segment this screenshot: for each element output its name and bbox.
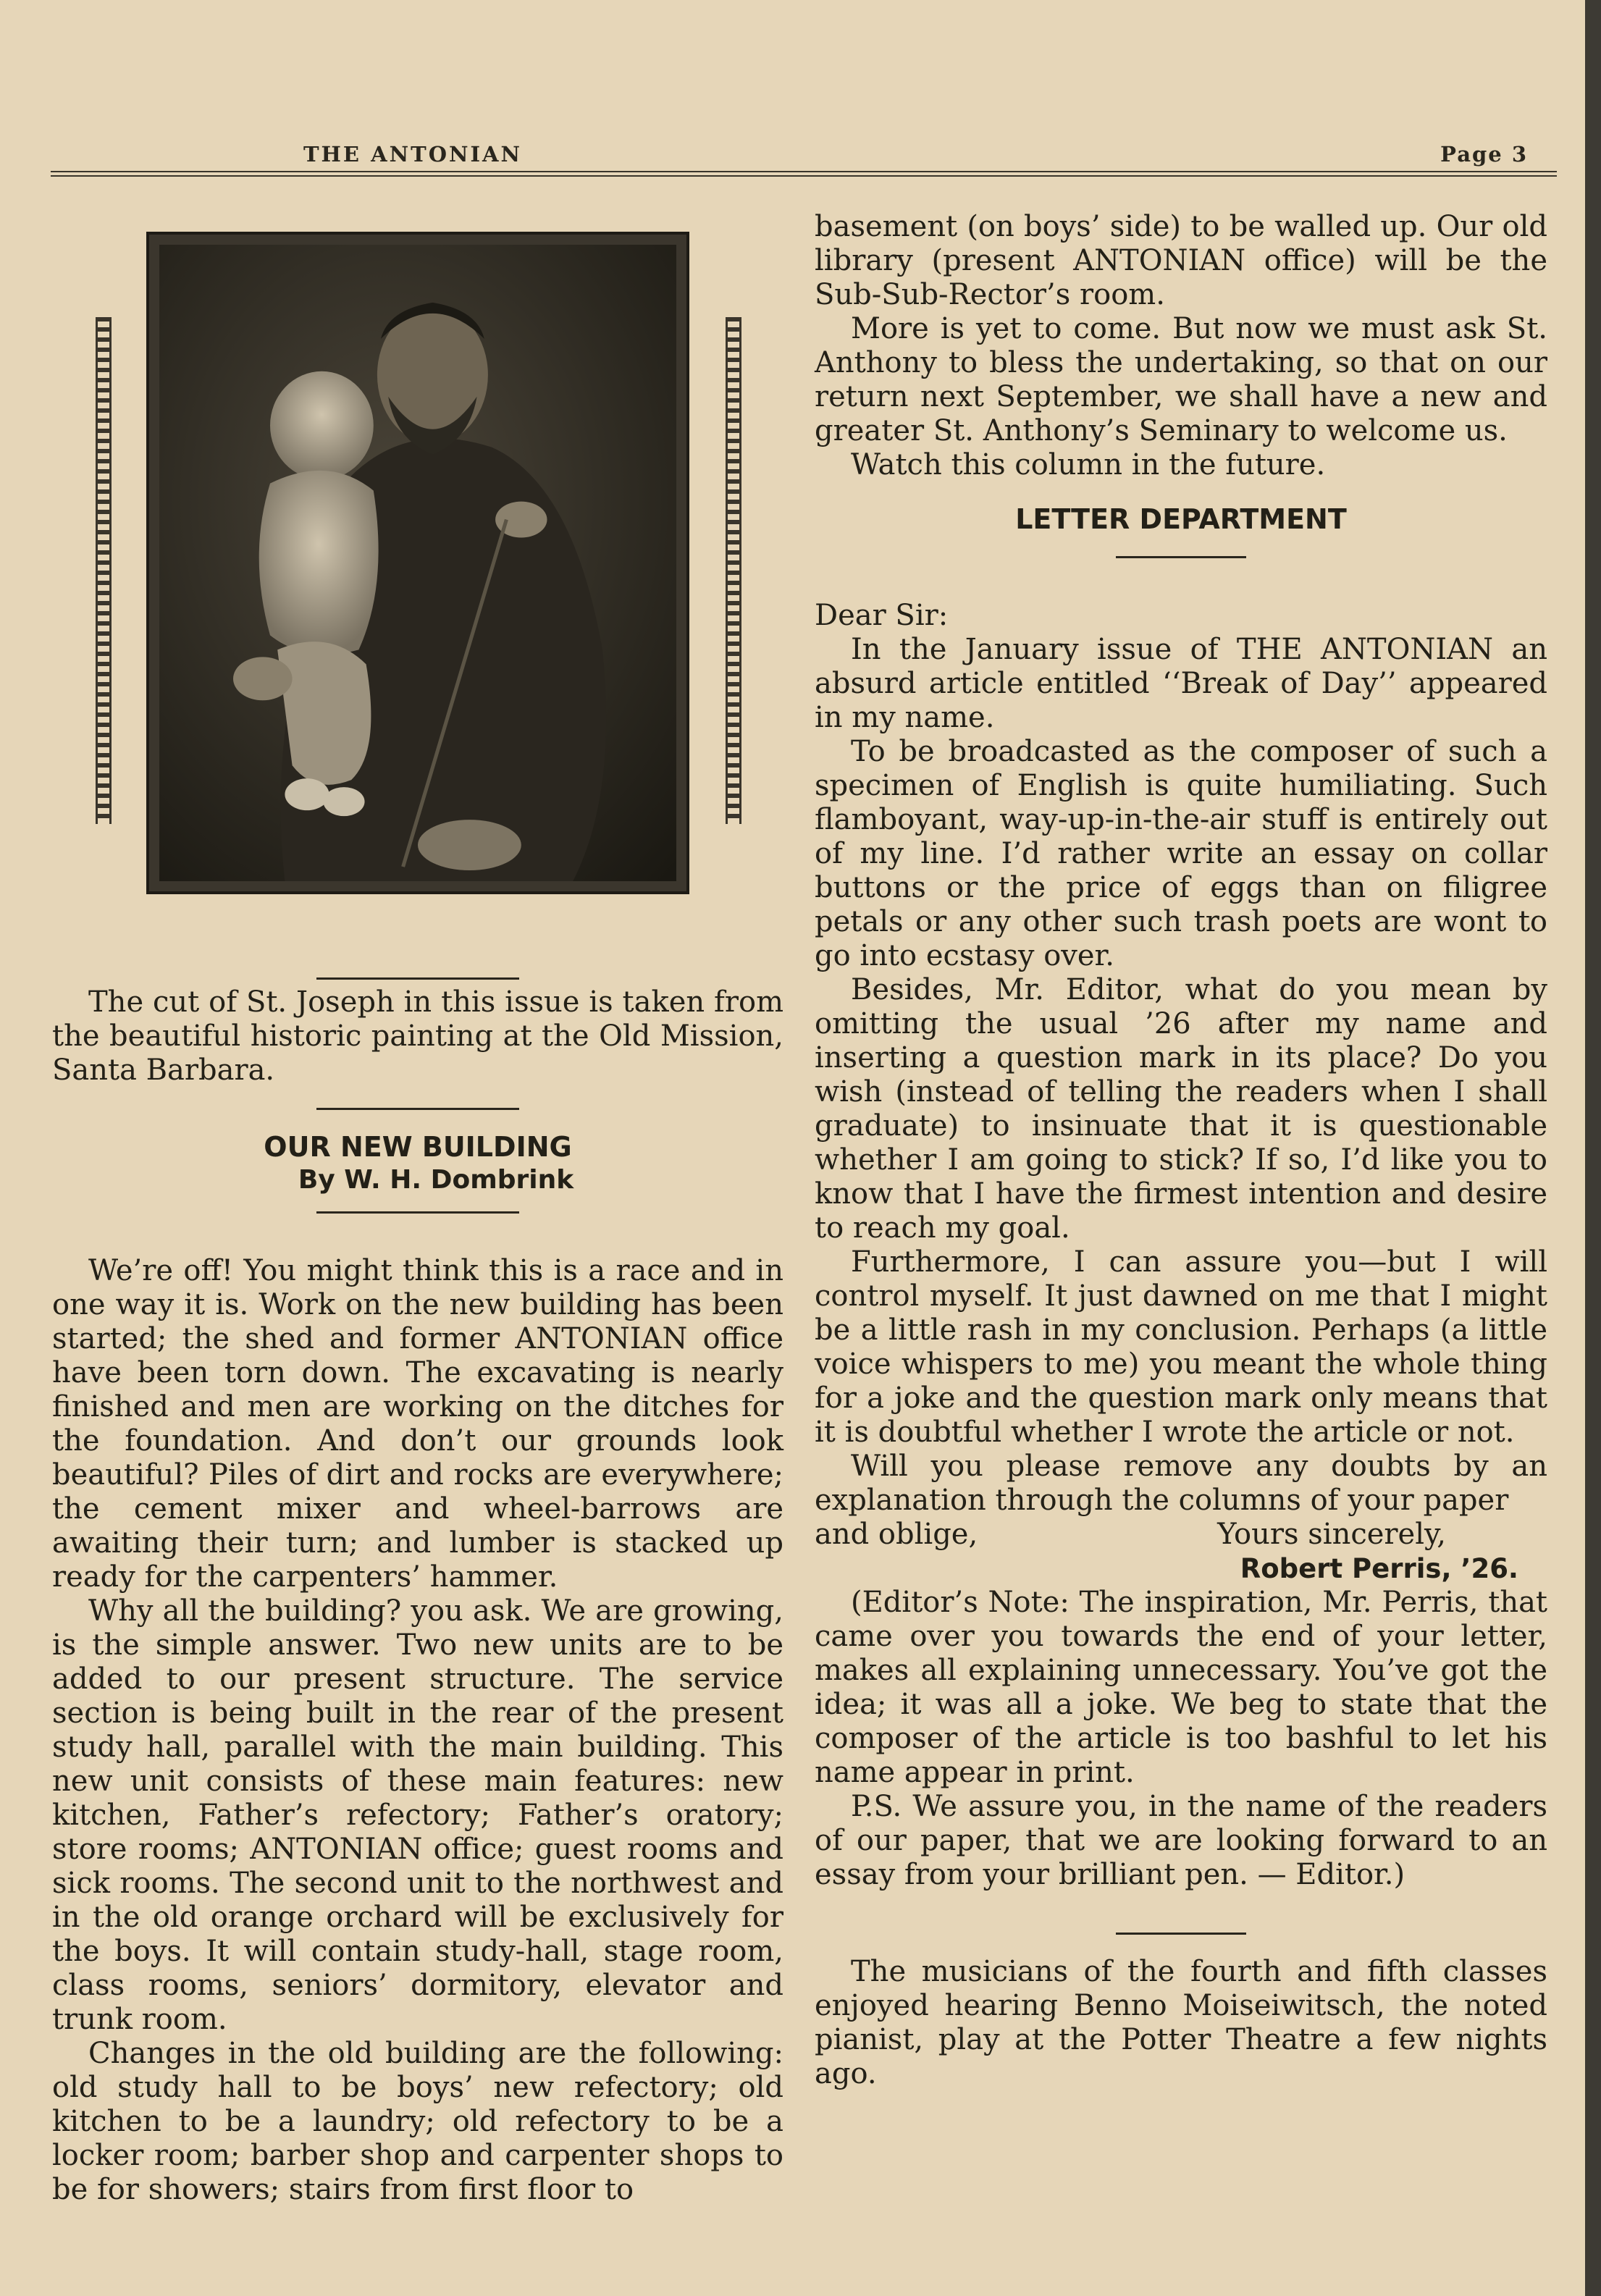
letter-title: LETTER DEPARTMENT bbox=[1015, 503, 1347, 535]
letter-paragraph: To be broadcasted as the composer of such a specimen of English is quite humiliating. Such flamboyant, way-up-in-the-air stuff is entirely out of my line. I’d rather write an essay on collar buttons or the price of eggs than on filigree petals or any other such trash poets are wont to go into ecstasy over. bbox=[815, 735, 1547, 972]
note-paragraph: The musicians of the fourth and fifth classes enjoyed hearing Benno Moiseiwitsch, the noted pianist, play at the Potter Theatre a few nights ago. bbox=[815, 1955, 1547, 2090]
letter-closing bbox=[815, 1518, 1547, 1552]
page-edge bbox=[1585, 0, 1601, 2296]
article-paragraph: Watch this column in the future. bbox=[851, 448, 1326, 482]
ornament-border-right bbox=[726, 317, 741, 824]
newspaper-title: THE ANTONIAN bbox=[303, 142, 523, 167]
header-rule bbox=[51, 171, 1557, 177]
editor-postscript: P.S. We assure you, in the name of the readers of our paper, that we are looking forward to an essay from your brilliant pen. — Editor.) bbox=[815, 1790, 1547, 1891]
page-number: Page 3 bbox=[1440, 142, 1528, 167]
letter-paragraph: Will you please remove any doubts by an explanation through the columns of your paper bbox=[815, 1450, 1547, 1517]
editor-note: (Editor’s Note: The inspiration, Mr. Perris, that came over you towards the end of your letter, makes all explaining unnecessary. You’ve got the idea; it was all a joke. We beg to state that the composer of the article is too bashful to let his name appear in print. bbox=[815, 1586, 1547, 1789]
right-column bbox=[815, 210, 1547, 2091]
article-paragraph: We’re off! You might think this is a race and in one way it is. Work on the new building has been started; the shed and former ANTONIAN office have been torn down. The excavating is nearly finished and men are working on the ditches for the foundation. And don’t our grounds look beautiful? Piles of dirt and rocks are everywhere; the cement mixer and wheel-barrows are awaiting their turn; and lumber is stacked up ready for the carpenters’ hammer. bbox=[52, 1254, 783, 1594]
letter-signature: Robert Perris, ’26. bbox=[1240, 1553, 1518, 1584]
ornament-border-left bbox=[96, 317, 112, 824]
letter-paragraph: In the January issue of THE ANTONIAN an absurd article entitled ‘‘Break of Day’’ appeared in my name. bbox=[815, 633, 1547, 734]
st-joseph-figure bbox=[52, 210, 783, 943]
st-joseph-painting-image bbox=[159, 245, 676, 881]
article-byline: By W. H. Dombrink bbox=[298, 1165, 574, 1195]
letter-paragraph: Furthermore, I can assure you—but I will control myself. It just dawned on me that I might be a little rash in my conclusion. Perhaps (a little voice whispers to me) you meant the whole thing for a joke and the question mark only means that it is doubtful whether I wrote the article or not. bbox=[815, 1245, 1547, 1449]
closing-left: and oblige, bbox=[815, 1518, 978, 1551]
divider-rule bbox=[316, 977, 519, 980]
article-title: OUR NEW BUILDING bbox=[264, 1131, 572, 1163]
left-column bbox=[52, 210, 783, 2207]
article-paragraph: basement (on boys’ side) to be walled up. Our old library (present ANTONIAN office) will be the Sub-Sub-Rector’s room. bbox=[815, 210, 1547, 311]
article-paragraph: More is yet to come. But now we must ask St. Anthony to bless the undertaking, so that on our return next September, we shall have a new and greater St. Anthony’s Seminary to welcome us. bbox=[815, 312, 1547, 447]
article-paragraph: Changes in the old building are the following: old study hall to be boys’ new refectory; old kitchen to be a laundry; old refectory to be a locker room; barber shop and carpenter shops to be for showers; stairs from first floor to bbox=[52, 2037, 783, 2206]
letter-paragraph: Besides, Mr. Editor, what do you mean by omitting the usual ’26 after my name and inserting a question mark in its place? Do you wish (instead of telling the readers when I shall graduate) to insinuate that it is questionable whether I am going to stick? If so, I’d like you to know that I have the firmest intention and desire to reach my goal. bbox=[815, 973, 1547, 1245]
article-paragraph: Why all the building? you ask. We are growing, is the simple answer. Two new units are to be added to our present structure. The service section is being built in the rear of the present study hall, parallel with the main building. This new unit consists of these main features: new kitchen, Father’s refectory; Father’s oratory; store rooms; ANTONIAN office; guest rooms and sick rooms. The second unit to the northwest and in the old orange orchard will be exclusively for the boys. It will contain study-hall, stage room, class rooms, seniors’ dormitory, elevator and trunk room. bbox=[52, 1594, 783, 2036]
painting-frame bbox=[146, 232, 689, 894]
letter-salutation: Dear Sir: bbox=[815, 599, 949, 632]
photo-caption: The cut of St. Joseph in this issue is taken from the beautiful historic painting at the Old Mission, Santa Barbara. bbox=[52, 985, 783, 1087]
closing-right: Yours sincerely, bbox=[1217, 1518, 1446, 1551]
